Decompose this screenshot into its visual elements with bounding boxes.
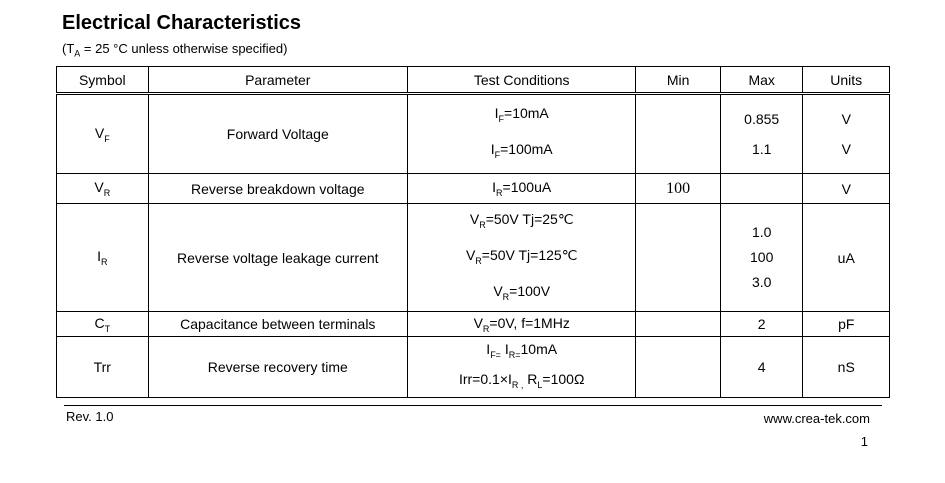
units-cell: pF [803, 312, 890, 337]
units-cell: V V [803, 94, 890, 174]
min-cell [636, 204, 720, 312]
units-cell: uA [803, 204, 890, 312]
header-parameter: Parameter [148, 67, 407, 94]
conditions-cell: $I_{F=}$ $I_{R=}10mA$ $Irr=0.1\times I_{R ,}$ $R_L=100\Omega$ [407, 337, 636, 398]
footer-divider [64, 405, 882, 406]
max-cell: 1.0 100 3.0 [720, 204, 803, 312]
section-subtitle: ($T_A = 25$ °C unless otherwise specified) [62, 41, 288, 59]
symbol-cell: $I_R$ [57, 204, 149, 312]
table-row-vf [57, 94, 890, 174]
table-header-row [57, 67, 890, 94]
symbol-cell: $V_R$ [57, 174, 149, 204]
max-cell [720, 174, 803, 204]
max-cell: 0.855 1.1 [720, 94, 803, 174]
revision-label: Rev. 1.0 [66, 409, 114, 424]
table-row-ct [57, 312, 890, 337]
min-cell [636, 337, 720, 398]
parameter-cell: Forward Voltage [148, 94, 407, 174]
table-row-trr [57, 337, 890, 398]
units-cell: nS [803, 337, 890, 398]
min-cell [636, 94, 720, 174]
parameter-cell: Capacitance between terminals [148, 312, 407, 337]
header-min: Min [636, 67, 720, 94]
header-units: Units [803, 67, 890, 94]
units-cell: V [803, 174, 890, 204]
symbol-cell: $V_F$ [57, 94, 149, 174]
conditions-cell: $V_R=0V$, f=1MHz [407, 312, 636, 337]
min-cell: 100 [636, 174, 720, 204]
conditions-cell: $I_F=10mA$ $I_F=100mA$ [407, 94, 636, 174]
parameter-cell: Reverse recovery time [148, 337, 407, 398]
header-max: Max [720, 67, 803, 94]
conditions-cell: $V_R=50V$ Tj=25℃ $V_R=50V$ Tj=125℃ $V_R=100V$ [407, 204, 636, 312]
symbol-cell: $C_T$ [57, 312, 149, 337]
table-row-ir [57, 204, 890, 312]
conditions-cell: $I_R=100uA$ [407, 174, 636, 204]
website-link[interactable]: www.crea-tek.com [763, 411, 870, 426]
min-cell [636, 312, 720, 337]
symbol-cell: Trr [57, 337, 149, 398]
max-cell: 4 [720, 337, 803, 398]
header-symbol: Symbol [57, 67, 149, 94]
parameter-cell: Reverse breakdown voltage [148, 174, 407, 204]
section-title: Electrical Characteristics [62, 12, 302, 34]
header-test-conditions: Test Conditions [407, 67, 636, 94]
table-row-vr [57, 174, 890, 204]
parameter-cell: Reverse voltage leakage current [148, 204, 407, 312]
electrical-characteristics-table [56, 66, 890, 398]
max-cell: 2 [720, 312, 803, 337]
page-number: 1 [860, 434, 868, 449]
